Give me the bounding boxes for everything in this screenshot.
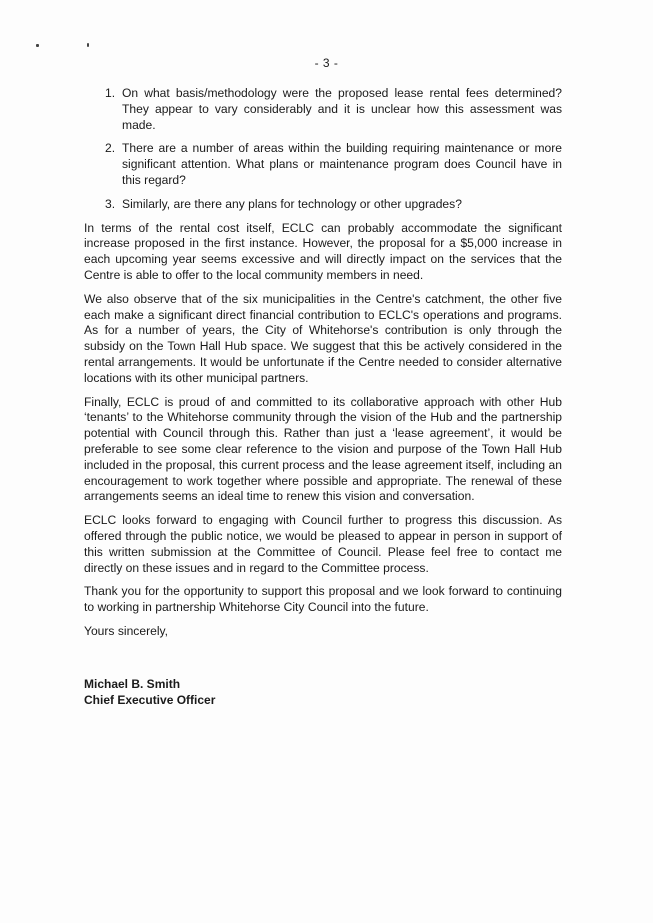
paragraph-municipal-contribution: We also observe that of the six municipalities in the Centre's catchment, the other five each make a significant direct financial contribution to ECLC's operations and programs. As for a number of years, the City of Whitehorse's contribution is only through the subsidy on the Town Hall Hub space. We suggest that this be actively considered in the rental arrangements. It would be unfortunate if the Centre needed to consider alternative locations with its other municipal partners. — [84, 291, 562, 385]
list-item — [84, 141, 562, 188]
list-item — [84, 86, 562, 133]
signatory-title: Chief Executive Officer — [84, 692, 216, 707]
list-item-text: Similarly, are there any plans for technology or other upgrades? — [122, 196, 462, 211]
question-list — [84, 86, 562, 213]
list-item-number: 1. — [105, 86, 116, 100]
paragraph-thanks: Thank you for the opportunity to support this proposal and we look forward to continuing to working in partnership Whitehorse City Council into the future. — [84, 584, 562, 615]
list-item-text: On what basis/methodology were the proposed lease rental fees determined? They appear to vary considerably and it is unclear how this assessment was made. — [122, 86, 562, 132]
scan-speck — [87, 43, 89, 47]
scan-speck — [36, 44, 39, 47]
list-item-number: 2. — [105, 141, 116, 156]
list-item-number: 3. — [105, 196, 116, 211]
list-item-text: There are a number of areas within the building requiring maintenance or more significant attention. What plans or maintenance program does Council have in this regard? — [122, 141, 562, 187]
signature-block — [84, 676, 562, 708]
closing-salutation: Yours sincerely, — [84, 623, 169, 638]
letter-body — [84, 86, 562, 708]
paragraph-further-engagement: ECLC looks forward to engaging with Council further to progress this discussion. As offered through the public notice, we would be pleased to appear in person in support of this written submission at the Committee of Council. Please feel free to contact me directly on these issues and in regard to the Committee process. — [84, 513, 562, 575]
paragraph-rental-cost: In terms of the rental cost itself, ECLC can probably accommodate the significant increase proposed in the first instance. However, the proposal for a $5,000 increase in each upcoming year seems excessive and will directly impact on the services that the Centre is able to offer to the local community members in need. — [84, 220, 562, 282]
signatory-name: Michael B. Smith — [84, 676, 181, 691]
page-number: - 3 - — [314, 56, 339, 70]
paragraph-hub-vision: Finally, ECLC is proud of and committed to its collaborative approach with other Hub ‘tenants’ to the Whitehorse community through the vision of the Hub and the partnership potential with Council through this. Rather than just a ‘lease agreement’, it would be preferable to see some clear reference to the vision and purpose of the Town Hall Hub included in the proposal, this current process and the lease agreement itself, including an encouragement to work together where possible and appropriate. The renewal of these arrangements seems an ideal time to renew this vision and conversation. — [84, 394, 562, 504]
list-item — [84, 197, 562, 213]
